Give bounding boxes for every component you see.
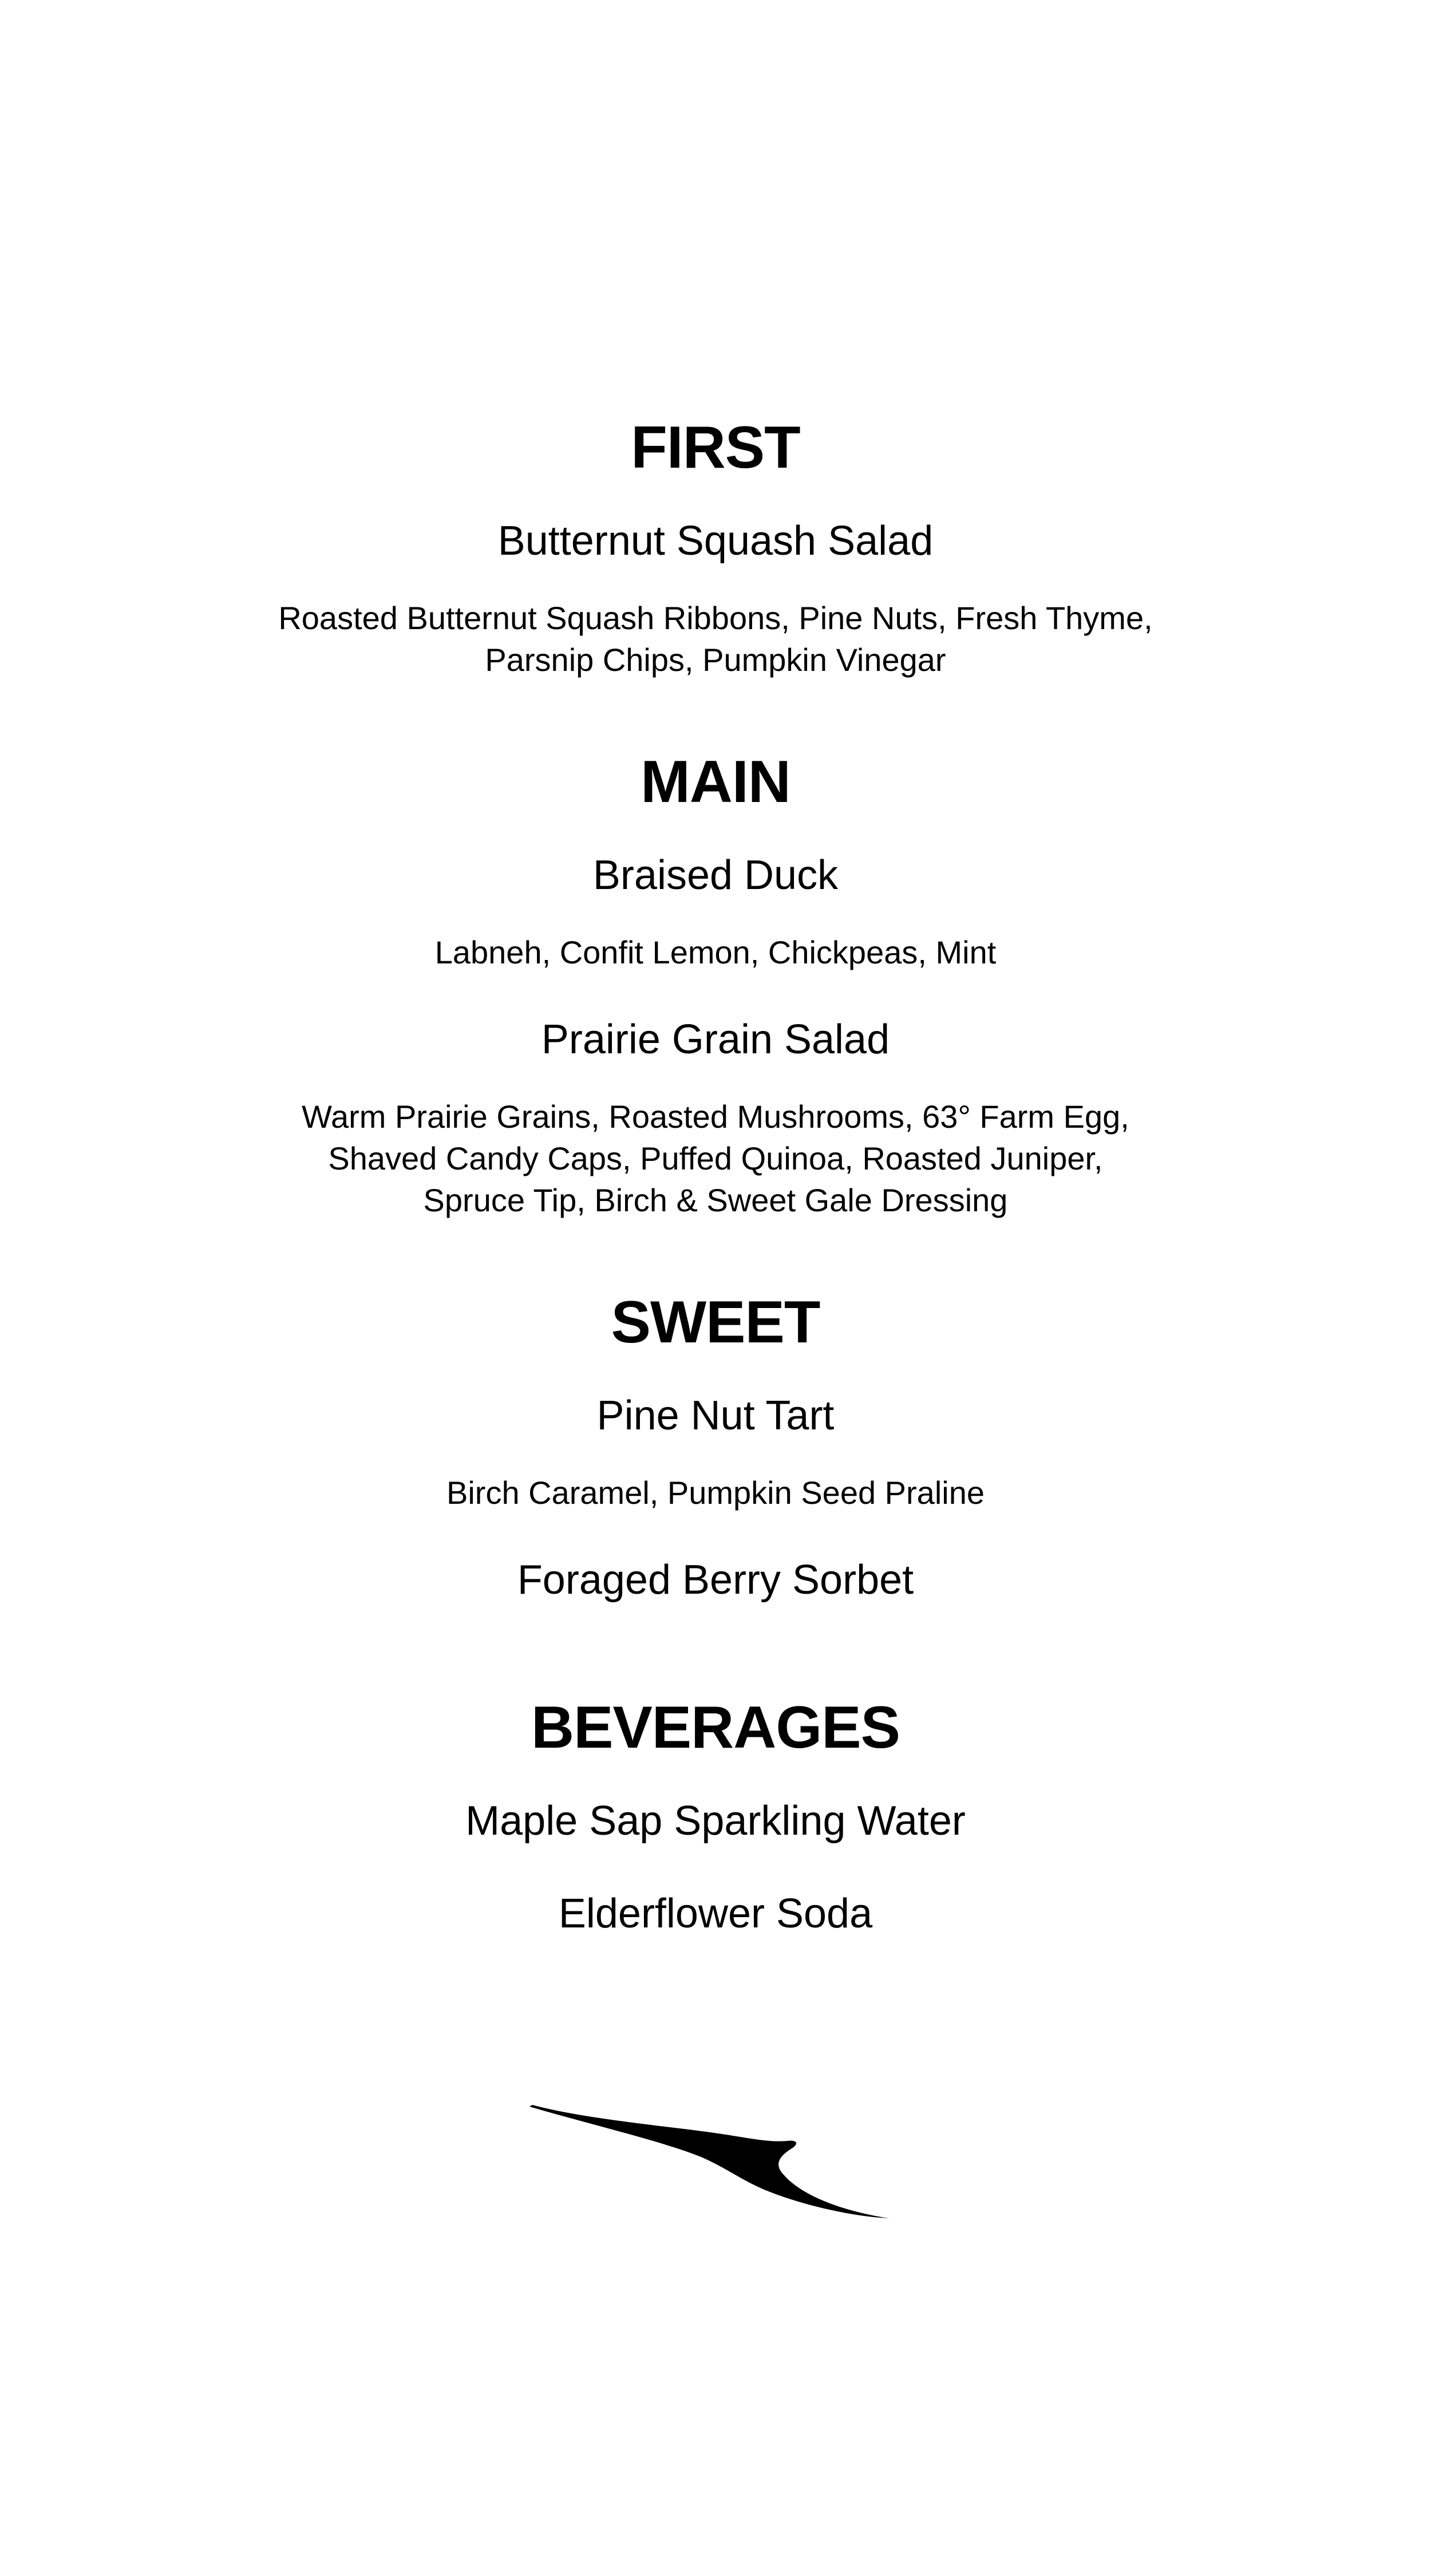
menu-section-main [0, 749, 1431, 1221]
section-title: MAIN [641, 749, 790, 815]
menu-section-first [0, 414, 1431, 681]
dish-name: Prairie Grain Salad [541, 1017, 890, 1062]
dish-description: Labneh, Confit Lemon, Chickpeas, Mint [434, 934, 997, 970]
dish-name: Braised Duck [592, 852, 839, 898]
dish-description: Roasted Butternut Squash Ribbons, Pine Nuts, Fresh Thyme, Parsnip Chips, Pumpkin Vinegar [278, 600, 1153, 678]
dish-description: Warm Prairie Grains, Roasted Mushrooms, 63° Farm Egg, Shaved Candy Caps, Puffed Quinoa, Roasted Juniper, Spruce Tip, Birch & Sweet Gale Dressing [302, 1099, 1129, 1218]
menu [0, 414, 1431, 1937]
swoosh-brand-icon-graphic [529, 2095, 896, 2227]
section-title: FIRST [631, 414, 800, 481]
dish-name: Foraged Berry Sorbet [517, 1557, 914, 1603]
dish-name: Butternut Squash Salad [497, 518, 934, 564]
dish-description: Birch Caramel, Pumpkin Seed Praline [446, 1475, 985, 1511]
dish-name: Elderflower Soda [558, 1891, 873, 1937]
dish-name: Maple Sap Sparkling Water [465, 1798, 966, 1844]
dish-name: Pine Nut Tart [596, 1393, 835, 1439]
section-title: BEVERAGES [531, 1694, 900, 1761]
swoosh-brand-icon [529, 2095, 896, 2227]
menu-section-sweet [0, 1289, 1431, 1603]
menu-section-beverages [0, 1694, 1431, 1937]
section-title: SWEET [611, 1289, 820, 1356]
